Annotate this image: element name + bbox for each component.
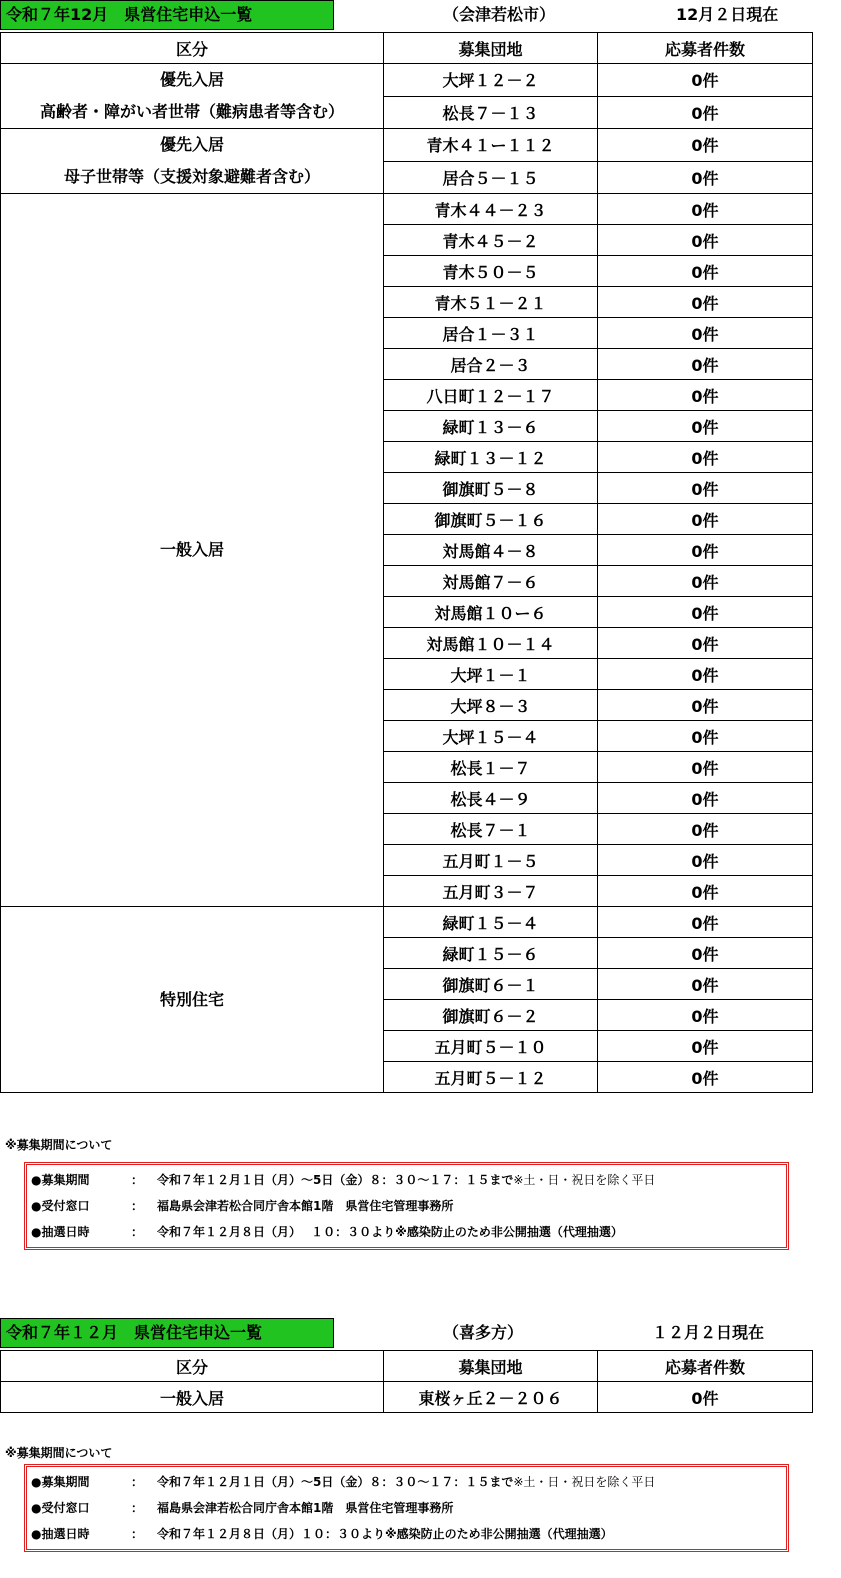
section1-table-body <box>1 64 813 1093</box>
note-separator: ： <box>131 1225 144 1239</box>
note-separator: ： <box>131 1173 144 1187</box>
category-label: 高齢者・障がい者世帯（難病患者等含む） <box>39 102 344 121</box>
note-value: 令和７年１２月８日（月） １０：３０より※感染防止のため非公開抽選（代理抽選） <box>157 1225 623 1239</box>
complex-cell: 松長１－７ <box>384 752 598 783</box>
count-cell: 0件 <box>598 411 813 442</box>
note-value: 令和７年１２月１日（月）～5日（金）８：３０～１７：１５まで <box>157 1475 514 1489</box>
complex-cell: 対馬館１０－１４ <box>384 628 598 659</box>
row-complex: 東桜ヶ丘２－２０６ <box>384 1382 598 1413</box>
note-row <box>31 1495 786 1521</box>
complex-cell: 五月町３－７ <box>384 876 598 907</box>
note-row <box>31 1193 786 1219</box>
section2-city: （喜多方） <box>443 1323 524 1342</box>
note-extra: ※土・日・祝日を除く平日 <box>513 1475 656 1489</box>
complex-cell: 御旗町５－１６ <box>384 504 598 535</box>
complex-cell: 松長７－１３ <box>384 96 598 129</box>
header-complex: 募集団地 <box>384 33 598 64</box>
note-separator: ： <box>131 1527 144 1541</box>
complex-cell: 青木４１ー１１２ <box>384 129 598 162</box>
table-row <box>1 194 813 225</box>
category-label: 優先入居 <box>159 135 224 154</box>
note-separator: ： <box>131 1475 144 1489</box>
note-value: 令和７年１２月８日（月）１０：３０より※感染防止のため非公開抽選（代理抽選） <box>157 1527 613 1541</box>
count-cell: 0件 <box>598 1031 813 1062</box>
complex-cell: 対馬館７－６ <box>384 566 598 597</box>
category-cell <box>1 194 384 907</box>
note-value: 福島県会津若松合同庁舎本館1階 県営住宅管理事務所 <box>157 1199 454 1213</box>
category-label: 特別住宅 <box>159 989 224 1009</box>
complex-cell: 居合１－３１ <box>384 318 598 349</box>
complex-cell: 対馬館１０ー６ <box>384 597 598 628</box>
table-header-row <box>1 33 813 64</box>
count-cell: 0件 <box>598 256 813 287</box>
category-label: 優先入居 <box>159 70 224 89</box>
header-category: 区分 <box>1 33 384 64</box>
count-cell: 0件 <box>598 721 813 752</box>
complex-cell: 御旗町５－８ <box>384 473 598 504</box>
count-cell: 0件 <box>598 752 813 783</box>
note-key: ●募集期間 <box>31 1173 90 1187</box>
count-cell: 0件 <box>598 783 813 814</box>
count-cell: 0件 <box>598 845 813 876</box>
complex-cell: 御旗町６－１ <box>384 969 598 1000</box>
section2-as-of: １２月２日現在 <box>652 1323 765 1342</box>
table-header-row <box>1 1351 813 1382</box>
section1-note-box <box>24 1162 789 1250</box>
section1-note-title: ※募集期間について <box>5 1138 113 1152</box>
table-row <box>1 1382 813 1413</box>
table-row <box>1 64 813 97</box>
count-cell: 0件 <box>598 907 813 938</box>
count-cell: 0件 <box>598 349 813 380</box>
complex-cell: 青木４４－２３ <box>384 194 598 225</box>
complex-cell: 緑町１３－６ <box>384 411 598 442</box>
count-cell: 0件 <box>598 96 813 129</box>
category-cell <box>1 129 384 194</box>
complex-cell: 御旗町６－２ <box>384 1000 598 1031</box>
complex-cell: 五月町５－１０ <box>384 1031 598 1062</box>
note-value: 福島県会津若松合同庁舎本館1階 県営住宅管理事務所 <box>157 1501 454 1515</box>
count-cell: 0件 <box>598 473 813 504</box>
count-cell: 0件 <box>598 659 813 690</box>
complex-cell: 五月町１－５ <box>384 845 598 876</box>
note-row <box>31 1167 786 1193</box>
count-cell: 0件 <box>598 1062 813 1093</box>
header-count: 応募者件数 <box>598 1351 813 1382</box>
table-row <box>1 129 813 162</box>
complex-cell: 大坪１－１ <box>384 659 598 690</box>
category-label: 一般入居 <box>159 540 224 559</box>
section1-city: （会津若松市） <box>443 5 556 24</box>
complex-cell: 緑町１５－４ <box>384 907 598 938</box>
header-category: 区分 <box>1 1351 384 1382</box>
note-row <box>31 1219 786 1245</box>
complex-cell: 青木５０－５ <box>384 256 598 287</box>
note-separator: ： <box>131 1199 144 1213</box>
note-extra: ※土・日・祝日を除く平日 <box>513 1173 656 1187</box>
section2-header <box>0 1318 812 1348</box>
count-cell: 0件 <box>598 1000 813 1031</box>
section2-table <box>0 1350 813 1413</box>
count-cell: 0件 <box>598 597 813 628</box>
complex-cell: 居合２－３ <box>384 349 598 380</box>
header-count: 応募者件数 <box>598 33 813 64</box>
count-cell: 0件 <box>598 628 813 659</box>
count-cell: 0件 <box>598 380 813 411</box>
count-cell: 0件 <box>598 225 813 256</box>
complex-cell: 大坪８－３ <box>384 690 598 721</box>
section1-title: 令和７年12月 県営住宅申込一覧 <box>0 0 334 30</box>
row-category: 一般入居 <box>1 1382 384 1413</box>
complex-cell: 緑町１５－６ <box>384 938 598 969</box>
table-row <box>1 907 813 938</box>
count-cell: 0件 <box>598 938 813 969</box>
header-complex: 募集団地 <box>384 1351 598 1382</box>
section2-note-title: ※募集期間について <box>5 1446 113 1460</box>
complex-cell: 松長７－１ <box>384 814 598 845</box>
count-cell: 0件 <box>598 161 813 194</box>
note-key: ●抽選日時 <box>31 1225 90 1239</box>
complex-cell: 八日町１２－１７ <box>384 380 598 411</box>
section2-note-box <box>24 1464 789 1552</box>
category-cell <box>1 64 384 129</box>
complex-cell: 大坪１２－２ <box>384 64 598 97</box>
complex-cell: 居合５－１５ <box>384 161 598 194</box>
note-row <box>31 1521 786 1547</box>
note-key: ●受付窓口 <box>31 1199 90 1213</box>
complex-cell: 五月町５－１２ <box>384 1062 598 1093</box>
row-count: 0件 <box>598 1382 813 1413</box>
note-key: ●募集期間 <box>31 1475 90 1489</box>
count-cell: 0件 <box>598 535 813 566</box>
count-cell: 0件 <box>598 287 813 318</box>
count-cell: 0件 <box>598 318 813 349</box>
category-label: 母子世帯等（支援対象避難者含む） <box>63 167 320 186</box>
count-cell: 0件 <box>598 690 813 721</box>
count-cell: 0件 <box>598 504 813 535</box>
section1-table <box>0 32 813 1093</box>
section1-as-of: 12月２日現在 <box>676 5 779 24</box>
complex-cell: 青木４５－２ <box>384 225 598 256</box>
complex-cell: 松長４－９ <box>384 783 598 814</box>
section2-title: 令和７年１２月 県営住宅申込一覧 <box>0 1318 334 1348</box>
count-cell: 0件 <box>598 64 813 97</box>
count-cell: 0件 <box>598 876 813 907</box>
count-cell: 0件 <box>598 129 813 162</box>
note-separator: ： <box>131 1501 144 1515</box>
note-key: ●抽選日時 <box>31 1527 90 1541</box>
note-key: ●受付窓口 <box>31 1501 90 1515</box>
count-cell: 0件 <box>598 969 813 1000</box>
complex-cell: 大坪１５－４ <box>384 721 598 752</box>
complex-cell: 緑町１３－１２ <box>384 442 598 473</box>
note-row <box>31 1469 786 1495</box>
count-cell: 0件 <box>598 566 813 597</box>
section1-header <box>0 0 812 30</box>
complex-cell: 対馬館４－８ <box>384 535 598 566</box>
count-cell: 0件 <box>598 442 813 473</box>
complex-cell: 青木５１－２１ <box>384 287 598 318</box>
category-cell <box>1 907 384 1093</box>
note-value: 令和７年１２月１日（月）～5日（金）８：３０～１７：１５まで <box>157 1173 514 1187</box>
count-cell: 0件 <box>598 814 813 845</box>
count-cell: 0件 <box>598 194 813 225</box>
